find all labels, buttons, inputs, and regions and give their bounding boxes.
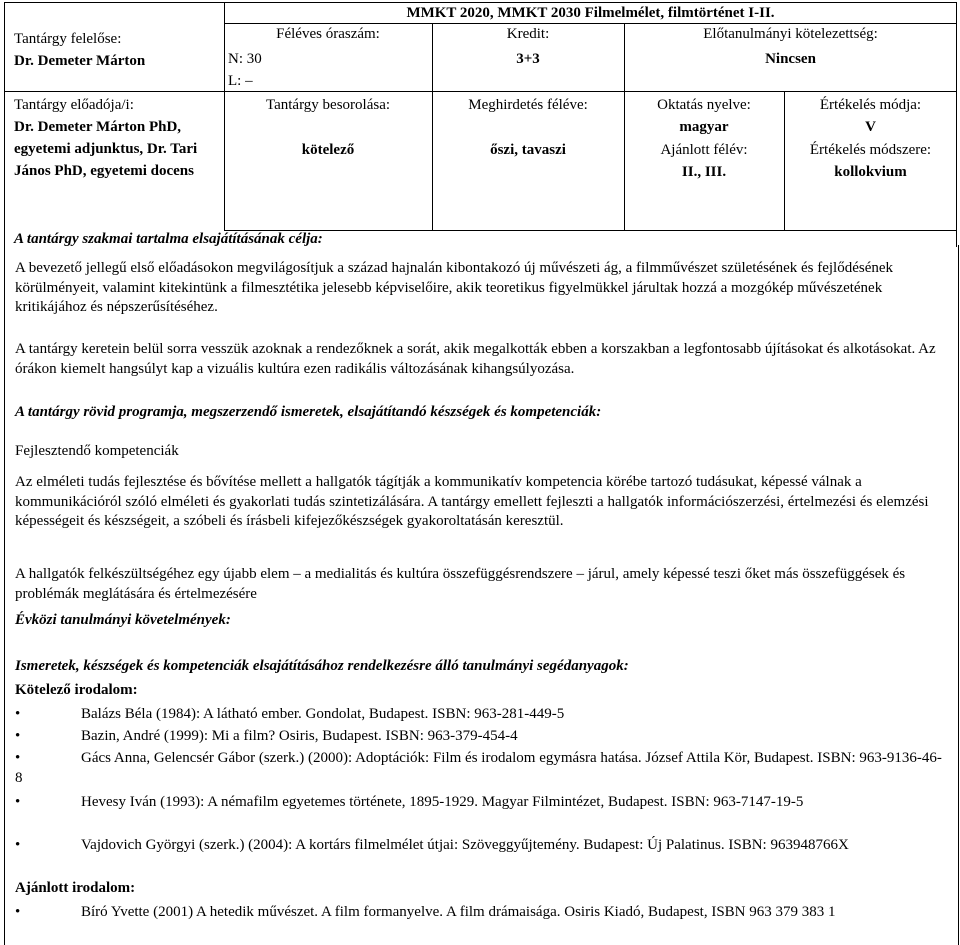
list-item: • Vajdovich Györgyi (szerk.) (2004): A kortárs filmelmélet útjai: Szöveggyűjtemény. Budapest: Új Palatinus. ISBN: 963948766X xyxy=(15,837,849,853)
evaluation-method-label: Értékelés módszere: xyxy=(809,142,932,158)
course-title: MMKT 2020, MMKT 2030 Filmelmélet, filmtörténet I-II. xyxy=(406,5,775,21)
lecturer-label: Tantárgy előadója/i: xyxy=(14,97,134,113)
classification-value: kötelező xyxy=(301,142,355,158)
list-item: • Bíró Yvette (2001) A hetedik művészet. A film formanyelve. A film drámaisága. Osiris Kiadó, Budapest, ISBN 963 379 383 1 xyxy=(15,904,836,920)
list-item-text: Vajdovich Györgyi (szerk.) (2004): A kortárs filmelmélet útjai: Szöveggyűjtemény. Budapest: Új Palatinus. ISBN: 963948766X xyxy=(81,837,849,853)
prereq-value: Nincsen xyxy=(765,51,816,67)
list-item: • Balázs Béla (1984): A látható ember. Gondolat, Budapest. ISBN: 963-281-449-5 xyxy=(15,706,565,722)
recommended-semester-value: II., III. xyxy=(681,164,727,180)
list-item-text: Balázs Béla (1984): A látható ember. Gondolat, Budapest. ISBN: 963-281-449-5 xyxy=(81,706,565,722)
directors-paragraph: A tantárgy keretein belül sorra vesszük azoknak a rendezőknek a sorát, akik megalkották ebben a korszakban a legfontosabb újításokat és alkotásokat. Az órákon kiemelt hangsúlyt kap a vizuális kultúra ezen radikális változásának kihangsúlyozása. xyxy=(15,341,936,377)
course-info-table xyxy=(4,2,957,247)
list-item-text: Gács Anna, Gelencsér Gábor (szerk.) (2000): Adoptációk: Film és irodalom egymásra hatása. József Attila Kör, Budapest. ISBN: 963-9136-46-8 xyxy=(15,750,942,786)
media-paragraph: A hallgatók felkészültségéhez egy újabb elem – a medialitás és kultúra összefüggésrendszere – járul, amely képessé teszi őket más összefüggések és problémák meglátására és értelmezésére xyxy=(15,566,906,602)
hours-l: L: – xyxy=(228,73,253,89)
hours-label: Féléves óraszám: xyxy=(276,26,380,42)
credit-label: Kredit: xyxy=(506,26,550,42)
required-literature-label: Kötelező irodalom: xyxy=(15,682,138,698)
list-item: • Bazin, André (1999): Mi a film? Osiris, Budapest. ISBN: 963-379-454-4 xyxy=(15,728,518,744)
intro-paragraph: A bevezető jellegű első előadásokon megvilágosítjuk a század hajnalán kibontakozó új művészeti ág, a filmművészet születésének és fejlődésének körülményeit, valamint kitekintünk a filmesztétika jelesebb képviselőire, akik teoretikus figyelmükkel járultak hozzá a mozgókép művészetének kritikájához és népszerűsítéséhez. xyxy=(15,260,894,315)
hours-n: N: 30 xyxy=(228,51,262,67)
list-item-text: Bazin, André (1999): Mi a film? Osiris, Budapest. ISBN: 963-379-454-4 xyxy=(81,728,518,744)
competencies-label: Fejlesztendő kompetenciák xyxy=(15,443,179,459)
language-label: Oktatás nyelve: xyxy=(657,97,751,113)
program-heading: A tantárgy rövid programja, megszerzendő ismeretek, elsajátítandó készségek és kompetenciák: xyxy=(15,404,602,420)
goal-heading: A tantárgy szakmai tartalma elsajátításának célja: xyxy=(14,231,323,247)
list-item-text: Hevesy Iván (1993): A némafilm egyetemes története, 1895-1929. Magyar Filmintézet, Budapest. ISBN: 963-7147-19-5 xyxy=(81,794,804,810)
lecturer-name: Dr. Demeter Márton PhD, egyetemi adjunktus, Dr. Tari János PhD, egyetemi docens xyxy=(14,119,198,179)
classification-label: Tantárgy besorolása: xyxy=(265,97,391,113)
list-item: • Gács Anna, Gelencsér Gábor (szerk.) (2000): Adoptációk: Film és irodalom egymásra hatása. József Attila Kör, Budapest. ISBN: 963-9136-46-8 xyxy=(15,750,942,786)
materials-heading: Ismeretek, készségek és kompetenciák elsajátításához rendelkezésre álló tanulmányi segédanyagok: xyxy=(15,658,629,674)
competencies-paragraph: Az elméleti tudás fejlesztése és bővítése mellett a hallgatók tágítják a kommunikatív kompetencia körébe tartozó tudásukat, képessé válnak a kommunikációról szóló elméleti és gyakorlati tudás szintetizálására. A tantárgy emellett fejleszti a hallgatók információszerzési, értelmezési és elemzési képességeit és készségeit, a szóbeli és írásbeli kifejezőkészségek gyakoroltatásán keresztül. xyxy=(15,474,929,529)
recommended-semester-label: Ajánlott félév: xyxy=(660,142,748,158)
evaluation-value: V xyxy=(865,119,876,135)
credit-value: 3+3 xyxy=(516,51,540,67)
list-item-text: Bíró Yvette (2001) A hetedik művészet. A film formanyelve. A film drámaisága. Osiris Kiadó, Budapest, ISBN 963 379 383 1 xyxy=(81,904,836,920)
semester-label: Meghirdetés féléve: xyxy=(468,97,588,113)
requirements-heading: Évközi tanulmányi követelmények: xyxy=(15,612,231,628)
language-value: magyar xyxy=(679,119,729,135)
evaluation-method-value: kollokvium xyxy=(834,164,907,180)
recommended-literature-label: Ajánlott irodalom: xyxy=(15,880,136,896)
prereq-label: Előtanulmányi kötelezettség: xyxy=(703,26,878,42)
subject-owner-label: Tantárgy felelőse: xyxy=(14,31,122,47)
evaluation-label: Értékelés módja: xyxy=(819,97,922,113)
course-body xyxy=(4,245,959,945)
semester-value: őszi, tavaszi xyxy=(490,142,566,158)
subject-owner-name: Dr. Demeter Márton xyxy=(14,53,146,69)
list-item: • Hevesy Iván (1993): A némafilm egyetemes története, 1895-1929. Magyar Filmintézet, Budapest. ISBN: 963-7147-19-5 xyxy=(15,794,804,810)
